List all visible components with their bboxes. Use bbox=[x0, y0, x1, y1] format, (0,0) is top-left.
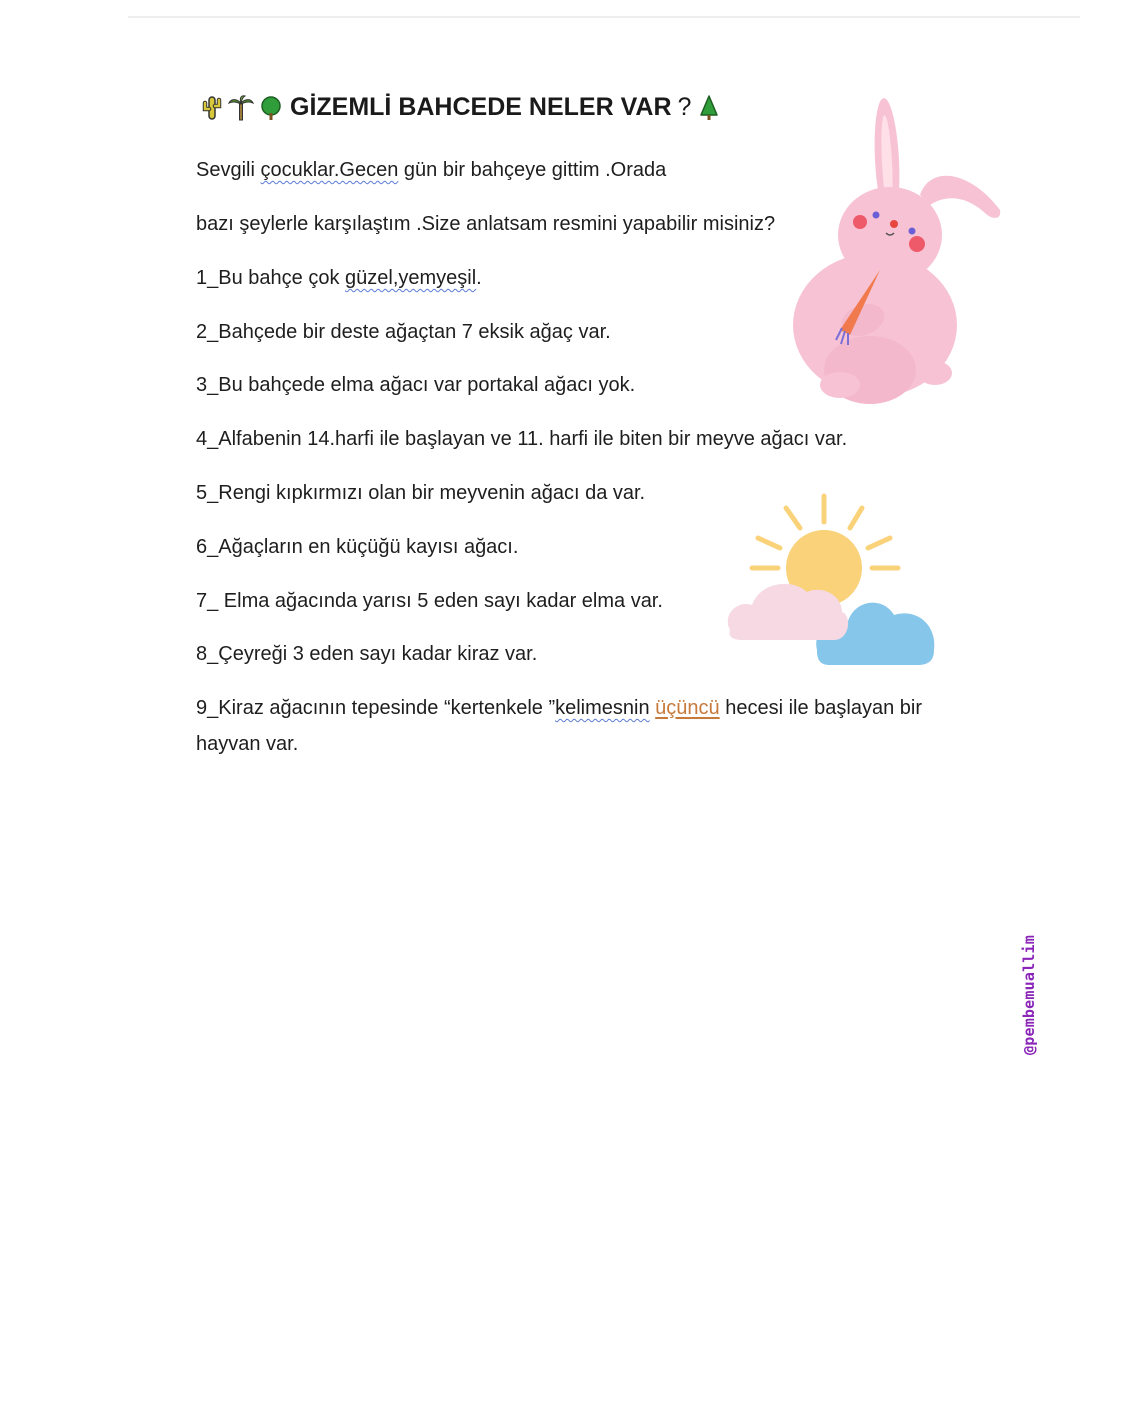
item-8: 8_Çeyreği 3 eden sayı kadar kiraz var. bbox=[196, 643, 538, 665]
intro-line-2: bazı şeylerle karşılaştım .Size anlatsam resmini yapabilir misiniz? bbox=[196, 213, 776, 235]
item-2: 2_Bahçede bir deste ağaçtan 7 eksik ağaç var. bbox=[196, 321, 611, 343]
intro-line-1: Sevgili çocuklar.Gecen gün bir bahçeye gittim .Orada bbox=[196, 159, 667, 181]
item-6: 6_Ağaçların en küçüğü kayısı ağacı. bbox=[196, 536, 519, 558]
signature-watermark: @pembemuallim bbox=[1020, 935, 1038, 1055]
item-4: 4_Alfabenin 14.harfi ile başlayan ve 11. harfi ile biten bir meyve ağacı var. bbox=[196, 428, 848, 450]
cactus-icon bbox=[200, 95, 224, 121]
spellcheck-word: güzel,yemyeşil bbox=[345, 267, 477, 289]
title-icons bbox=[200, 95, 284, 121]
highlighted-word[interactable]: üçüncü bbox=[655, 697, 720, 719]
spellcheck-word: kelimesnin bbox=[555, 697, 650, 719]
title-question-mark: ? bbox=[677, 93, 692, 121]
palm-tree-icon bbox=[228, 95, 254, 121]
sun-cloud-illustration bbox=[722, 490, 942, 670]
bunny-illustration bbox=[780, 95, 1010, 410]
item-1: 1_Bu bahçe çok güzel,yemyeşil. bbox=[196, 267, 482, 289]
item-5: 5_Rengi kıpkırmızı olan bir meyvenin ağacı da var. bbox=[196, 482, 646, 504]
spellcheck-word: çocuklar.Gecen bbox=[260, 159, 399, 181]
item-9-continuation: hayvan var. bbox=[196, 733, 299, 755]
title-text: GİZEMLİ BAHCEDE NELER VAR bbox=[290, 93, 672, 121]
tree-icon bbox=[258, 95, 284, 121]
page-title bbox=[200, 93, 721, 122]
item-9: 9_Kiraz ağacının tepesinde “kertenkele ”kelimesnin üçüncü hecesi ile başlayan bir bbox=[196, 697, 922, 719]
item-7: 7_ Elma ağacında yarısı 5 eden sayı kadar elma var. bbox=[196, 590, 663, 612]
evergreen-tree-icon bbox=[697, 95, 721, 121]
item-3: 3_Bu bahçede elma ağacı var portakal ağacı yok. bbox=[196, 374, 636, 396]
page-top-border bbox=[128, 16, 1080, 18]
